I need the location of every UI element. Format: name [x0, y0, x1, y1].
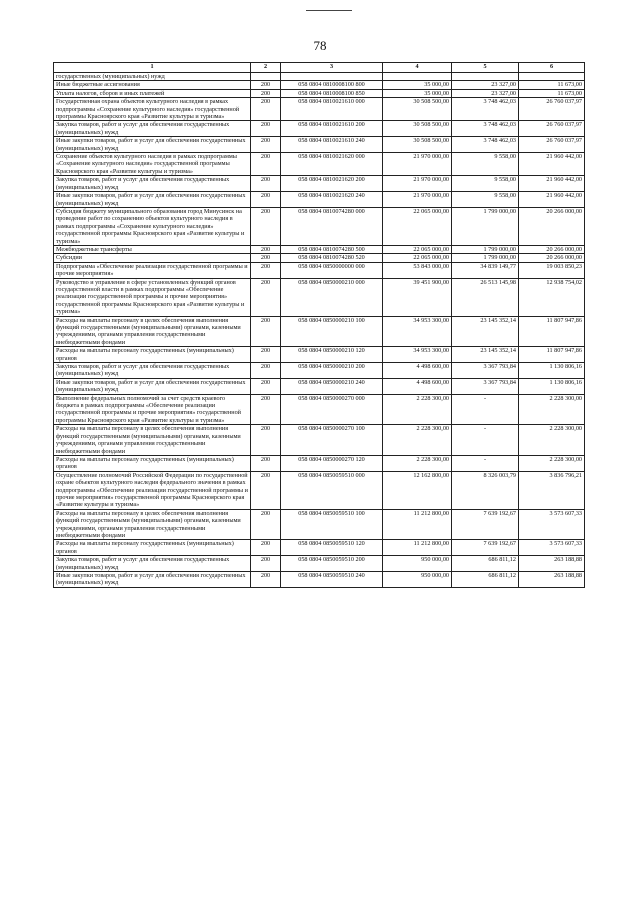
row-description: Иные закупки товаров, работ и услуг для обеспечения государственных (муниципальных) нужд	[54, 192, 251, 208]
table-row	[54, 89, 585, 97]
table-row	[54, 572, 585, 588]
row-classification: 058 0804 0850000210 240	[281, 378, 383, 394]
row-description: Субсидия бюджету муниципального образования город Минусинск на проведение работ по сохранению объектов культурного наследия в рамках подпрограммы «Сохранение культурного наследия» государственной программы Красноярского края «Развитие культуры и туризма»	[54, 207, 251, 245]
row-code: 200	[251, 137, 281, 153]
row-description: Закупка товаров, работ и услуг для обеспечения государственных (муниципальных) нужд	[54, 556, 251, 572]
row-executed-amount	[452, 73, 519, 81]
row-executed-amount: 26 513 145,98	[452, 278, 519, 316]
row-approved-amount: 30 508 500,00	[383, 137, 452, 153]
row-code: 200	[251, 207, 281, 245]
row-approved-amount: 30 508 500,00	[383, 98, 452, 121]
row-description: Сохранение объектов культурного наследия в рамках подпрограммы «Сохранение культурного наследия» государственной программы Красноярского края «Развитие культуры и туризма»	[54, 153, 251, 176]
table-row	[54, 425, 585, 456]
row-approved-amount: 11 212 800,00	[383, 540, 452, 556]
row-executed-amount: 23 327,00	[452, 81, 519, 89]
column-header: 3	[281, 63, 383, 73]
row-description: Межбюджетные трансферты	[54, 245, 251, 253]
row-remaining-amount: 20 266 000,00	[519, 245, 585, 253]
row-description: государственных (муниципальных) нужд	[54, 73, 251, 81]
table-row	[54, 509, 585, 540]
row-classification: 058 0804 0850059510 100	[281, 509, 383, 540]
row-classification: 058 0804 0850000210 100	[281, 316, 383, 347]
row-classification: 058 0804 0810008100 850	[281, 89, 383, 97]
row-executed-amount: 7 639 192,67	[452, 509, 519, 540]
row-executed-amount: 3 748 462,03	[452, 137, 519, 153]
table-row	[54, 153, 585, 176]
row-remaining-amount: 263 188,88	[519, 556, 585, 572]
row-code	[251, 73, 281, 81]
row-remaining-amount: 1 130 806,16	[519, 378, 585, 394]
row-approved-amount: 12 162 800,00	[383, 471, 452, 509]
row-approved-amount: 11 212 800,00	[383, 509, 452, 540]
row-executed-amount: 686 811,12	[452, 572, 519, 588]
row-remaining-amount: 263 188,88	[519, 572, 585, 588]
table-row	[54, 121, 585, 137]
row-classification: 058 0804 0850000270 120	[281, 455, 383, 471]
row-code: 200	[251, 89, 281, 97]
row-code: 200	[251, 509, 281, 540]
row-description: Иные закупки товаров, работ и услуг для обеспечения государственных (муниципальных) нужд	[54, 378, 251, 394]
row-remaining-amount: 26 760 037,97	[519, 137, 585, 153]
row-approved-amount: 21 970 000,00	[383, 153, 452, 176]
row-description: Расходы на выплаты персоналу в целях обеспечения выполнения функций государственными (муниципальными) органами, казенными учреждениями, органами управления государственными внебюджетными фондами	[54, 509, 251, 540]
row-classification: 058 0804 0810074280 520	[281, 254, 383, 262]
row-classification: 058 0804 0810021620 240	[281, 192, 383, 208]
row-code: 200	[251, 262, 281, 278]
row-executed-amount: 3 367 793,84	[452, 363, 519, 379]
row-classification: 058 0804 0810021620 000	[281, 153, 383, 176]
table-row	[54, 316, 585, 347]
row-executed-amount: 8 326 003,79	[452, 471, 519, 509]
row-executed-amount: 23 145 352,14	[452, 316, 519, 347]
row-description: Расходы на выплаты персоналу в целях обеспечения выполнения функций государственными (муниципальными) органами, казенными учреждениями, органами управления государственными внебюджетными фондами	[54, 425, 251, 456]
row-remaining-amount: 26 760 037,97	[519, 121, 585, 137]
row-remaining-amount: 3 573 607,33	[519, 540, 585, 556]
row-approved-amount: 2 228 300,00	[383, 425, 452, 456]
row-remaining-amount: 3 573 607,33	[519, 509, 585, 540]
row-code: 200	[251, 378, 281, 394]
row-description: Субсидии	[54, 254, 251, 262]
row-approved-amount: 34 953 300,00	[383, 347, 452, 363]
row-code: 200	[251, 245, 281, 253]
column-header: 5	[452, 63, 519, 73]
row-classification: 058 0804 0850059510 120	[281, 540, 383, 556]
column-header: 1	[54, 63, 251, 73]
row-description: Государственная охрана объектов культурного наследия в рамках подпрограммы «Сохранение культурного наследия» государственной программы Красноярского края «Развитие культуры и туризма»	[54, 98, 251, 121]
row-executed-amount: 3 748 462,03	[452, 121, 519, 137]
row-description: Осуществление полномочий Российской Федерации по государственной охране объектов культурного наследия федерального значения в рамках подпрограммы «Обеспечение реализации государственной программы и прочие мероприятия» государственной программы Красноярского края «Развитие культуры и туризма»	[54, 471, 251, 509]
row-approved-amount: 22 065 000,00	[383, 207, 452, 245]
row-classification: 058 0804 0810074280 500	[281, 245, 383, 253]
page-number: 78	[313, 38, 327, 53]
row-remaining-amount: 21 960 442,00	[519, 153, 585, 176]
row-remaining-amount: 2 228 300,00	[519, 425, 585, 456]
row-approved-amount: 950 000,00	[383, 556, 452, 572]
row-executed-amount: 1 799 000,00	[452, 207, 519, 245]
row-remaining-amount: 3 836 796,21	[519, 471, 585, 509]
row-approved-amount: 22 065 000,00	[383, 254, 452, 262]
table-row	[54, 556, 585, 572]
row-description: Уплата налогов, сборов и иных платежей	[54, 89, 251, 97]
row-classification: 058 0804 0850000210 200	[281, 363, 383, 379]
row-executed-amount: 9 558,00	[452, 192, 519, 208]
budget-table	[53, 62, 585, 588]
row-remaining-amount: 11 807 947,86	[519, 347, 585, 363]
table-row	[54, 98, 585, 121]
row-approved-amount: 21 970 000,00	[383, 176, 452, 192]
row-remaining-amount: 26 760 037,97	[519, 98, 585, 121]
table-row	[54, 245, 585, 253]
table-body	[54, 73, 585, 588]
row-executed-amount: 9 558,00	[452, 176, 519, 192]
row-code: 200	[251, 176, 281, 192]
row-executed-amount: 23 145 352,14	[452, 347, 519, 363]
row-executed-amount: 1 799 000,00	[452, 245, 519, 253]
row-code: 200	[251, 394, 281, 425]
row-remaining-amount: 19 003 850,23	[519, 262, 585, 278]
row-remaining-amount: 11 807 947,86	[519, 316, 585, 347]
row-remaining-amount: 2 228 300,00	[519, 394, 585, 425]
table-row	[54, 176, 585, 192]
row-remaining-amount: 20 266 000,00	[519, 254, 585, 262]
row-approved-amount: 53 843 000,00	[383, 262, 452, 278]
table-row	[54, 207, 585, 245]
row-code: 200	[251, 316, 281, 347]
column-header: 6	[519, 63, 585, 73]
table-row	[54, 73, 585, 81]
row-code: 200	[251, 455, 281, 471]
table-header-row	[54, 63, 585, 73]
row-approved-amount: 21 970 000,00	[383, 192, 452, 208]
row-remaining-amount: 11 673,00	[519, 89, 585, 97]
row-approved-amount: 4 498 600,00	[383, 378, 452, 394]
row-description: Закупка товаров, работ и услуг для обеспечения государственных (муниципальных) нужд	[54, 176, 251, 192]
row-remaining-amount: 1 130 806,16	[519, 363, 585, 379]
row-code: 200	[251, 153, 281, 176]
row-approved-amount: 4 498 600,00	[383, 363, 452, 379]
table-row	[54, 262, 585, 278]
row-remaining-amount: 2 228 300,00	[519, 455, 585, 471]
row-description: Иные бюджетные ассигнования	[54, 81, 251, 89]
row-remaining-amount: 21 960 442,00	[519, 192, 585, 208]
row-description: Иные закупки товаров, работ и услуг для обеспечения государственных (муниципальных) нужд	[54, 572, 251, 588]
row-classification: 058 0804 0810021610 000	[281, 98, 383, 121]
table-row	[54, 192, 585, 208]
row-code: 200	[251, 425, 281, 456]
row-description: Выполнение федеральных полномочий за счет средств краевого бюджета в рамках подпрограммы «Обеспечение реализации государственной программы и прочие мероприятия» государственной программы Красноярского края «Развитие культуры и туризма»	[54, 394, 251, 425]
table-row	[54, 278, 585, 316]
table-row	[54, 81, 585, 89]
row-remaining-amount: 12 938 754,02	[519, 278, 585, 316]
row-code: 200	[251, 471, 281, 509]
row-remaining-amount: 21 960 442,00	[519, 176, 585, 192]
column-header: 2	[251, 63, 281, 73]
row-approved-amount: 35 000,00	[383, 89, 452, 97]
table-row	[54, 394, 585, 425]
row-classification: 058 0804 0850000270 100	[281, 425, 383, 456]
row-executed-amount: -	[452, 455, 519, 471]
row-description: Расходы на выплаты персоналу государственных (муниципальных) органов	[54, 455, 251, 471]
row-approved-amount: 39 451 900,00	[383, 278, 452, 316]
table-row	[54, 540, 585, 556]
table-row	[54, 254, 585, 262]
row-approved-amount: 950 000,00	[383, 572, 452, 588]
row-code: 200	[251, 540, 281, 556]
row-description: Расходы на выплаты персоналу в целях обеспечения выполнения функций государственными (муниципальными) органами, казенными учреждениями, органами управления государственными внебюджетными фондами	[54, 316, 251, 347]
row-classification: 058 0804 0850000000 000	[281, 262, 383, 278]
row-description: Руководство и управление в сфере установленных функций органов государственной власти в рамках подпрограммы «Обеспечение реализации государственной программы и прочие мероприятия» государственной программы Красноярского края «Развитие культуры и туризма»	[54, 278, 251, 316]
row-approved-amount: 35 000,00	[383, 81, 452, 89]
row-classification: 058 0804 0810074280 000	[281, 207, 383, 245]
row-executed-amount: 3 748 462,03	[452, 98, 519, 121]
row-approved-amount: 2 228 300,00	[383, 455, 452, 471]
row-classification	[281, 73, 383, 81]
table-row	[54, 455, 585, 471]
table-row	[54, 347, 585, 363]
table-row	[54, 378, 585, 394]
row-code: 200	[251, 254, 281, 262]
row-remaining-amount: 20 266 000,00	[519, 207, 585, 245]
row-code: 200	[251, 121, 281, 137]
row-approved-amount: 2 228 300,00	[383, 394, 452, 425]
row-description: Закупка товаров, работ и услуг для обеспечения государственных (муниципальных) нужд	[54, 363, 251, 379]
row-description: Подпрограмма «Обеспечение реализации государственной программы и прочие мероприятия»	[54, 262, 251, 278]
row-executed-amount: 7 639 192,67	[452, 540, 519, 556]
row-code: 200	[251, 572, 281, 588]
top-rule	[306, 10, 352, 11]
column-header: 4	[383, 63, 452, 73]
row-description: Расходы на выплаты персоналу государственных (муниципальных) органов	[54, 540, 251, 556]
row-classification: 058 0804 0850059510 000	[281, 471, 383, 509]
row-description: Иные закупки товаров, работ и услуг для обеспечения государственных (муниципальных) нужд	[54, 137, 251, 153]
row-executed-amount: 23 327,00	[452, 89, 519, 97]
row-code: 200	[251, 556, 281, 572]
row-code: 200	[251, 192, 281, 208]
row-description: Закупка товаров, работ и услуг для обеспечения государственных (муниципальных) нужд	[54, 121, 251, 137]
row-executed-amount: -	[452, 425, 519, 456]
table-row	[54, 471, 585, 509]
row-classification: 058 0804 0810008100 800	[281, 81, 383, 89]
row-approved-amount: 30 508 500,00	[383, 121, 452, 137]
row-classification: 058 0804 0850000210 120	[281, 347, 383, 363]
row-approved-amount	[383, 73, 452, 81]
row-classification: 058 0804 0810021620 200	[281, 176, 383, 192]
row-approved-amount: 34 953 300,00	[383, 316, 452, 347]
row-executed-amount: 9 558,00	[452, 153, 519, 176]
row-classification: 058 0804 0810021610 200	[281, 121, 383, 137]
row-executed-amount: 686 811,12	[452, 556, 519, 572]
row-code: 200	[251, 347, 281, 363]
table-row	[54, 363, 585, 379]
row-code: 200	[251, 278, 281, 316]
row-executed-amount: -	[452, 394, 519, 425]
row-approved-amount: 22 065 000,00	[383, 245, 452, 253]
row-classification: 058 0804 0850000210 000	[281, 278, 383, 316]
row-executed-amount: 1 799 000,00	[452, 254, 519, 262]
row-description: Расходы на выплаты персоналу государственных (муниципальных) органов	[54, 347, 251, 363]
row-executed-amount: 3 367 793,84	[452, 378, 519, 394]
row-code: 200	[251, 363, 281, 379]
row-classification: 058 0804 0850000270 000	[281, 394, 383, 425]
row-code: 200	[251, 98, 281, 121]
row-code: 200	[251, 81, 281, 89]
row-remaining-amount: 11 673,00	[519, 81, 585, 89]
row-executed-amount: 34 839 149,77	[452, 262, 519, 278]
table-row	[54, 137, 585, 153]
row-classification: 058 0804 0810021610 240	[281, 137, 383, 153]
row-classification: 058 0804 0850059510 240	[281, 572, 383, 588]
row-classification: 058 0804 0850059510 200	[281, 556, 383, 572]
row-remaining-amount	[519, 73, 585, 81]
